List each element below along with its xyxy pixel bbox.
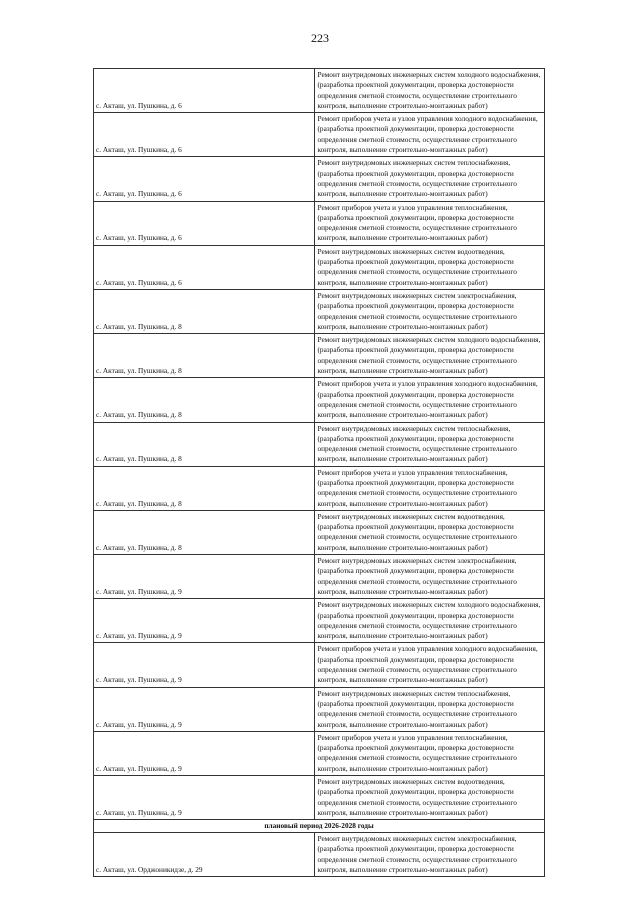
address-cell: с. Акташ, ул. Пушкина, д. 8: [94, 334, 315, 378]
section-heading: плановый период 2026-2028 годы: [94, 820, 545, 833]
work-description-cell: Ремонт приборов учета и узлов управления теплоснабжения, (разработка проектной документации, проверка достоверности определения сметной стоимости, осуществление строительного контроля, выполнение строительно-монтажных работ): [315, 466, 545, 510]
address-cell: с. Акташ, ул. Пушкина, д. 6: [94, 69, 315, 113]
table-row: [94, 510, 545, 554]
address-cell: с. Акташ, ул. Пушкина, д. 6: [94, 157, 315, 201]
address-cell: с. Акташ, ул. Пушкина, д. 8: [94, 510, 315, 554]
table-row: [94, 776, 545, 820]
address-cell: с. Акташ, ул. Пушкина, д. 8: [94, 422, 315, 466]
work-description-cell: Ремонт внутридомовых инженерных систем холодного водоснабжения, (разработка проектной документации, проверка достоверности определения сметной стоимости, осуществление строительного контроля, выполнение строительно-монтажных работ): [315, 334, 545, 378]
works-table: [93, 68, 545, 877]
table-row: [94, 201, 545, 245]
table-row: [94, 833, 545, 877]
address-cell: с. Акташ, ул. Пушкина, д. 8: [94, 289, 315, 333]
address-cell: с. Акташ, ул. Пушкина, д. 9: [94, 555, 315, 599]
address-cell: с. Акташ, ул. Пушкина, д. 6: [94, 201, 315, 245]
work-description-cell: Ремонт приборов учета и узлов управления теплоснабжения, (разработка проектной документации, проверка достоверности определения сметной стоимости, осуществление строительного контроля, выполнение строительно-монтажных работ): [315, 731, 545, 775]
table-row: [94, 555, 545, 599]
work-description-cell: Ремонт внутридомовых инженерных систем холодного водоснабжения, (разработка проектной документации, проверка достоверности определения сметной стоимости, осуществление строительного контроля, выполнение строительно-монтажных работ): [315, 599, 545, 643]
table-row: [94, 687, 545, 731]
work-description-cell: Ремонт внутридомовых инженерных систем электроснабжения, (разработка проектной документации, проверка достоверности определения сметной стоимости, осуществление строительного контроля, выполнение строительно-монтажных работ): [315, 289, 545, 333]
table-row: [94, 113, 545, 157]
table-row: [94, 599, 545, 643]
work-description-cell: Ремонт приборов учета и узлов управления холодного водоснабжения, (разработка проектной документации, проверка достоверности определения сметной стоимости, осуществление строительного контроля, выполнение строительно-монтажных работ): [315, 378, 545, 422]
work-description-cell: Ремонт внутридомовых инженерных систем теплоснабжения, (разработка проектной документации, проверка достоверности определения сметной стоимости, осуществление строительного контроля, выполнение строительно-монтажных работ): [315, 687, 545, 731]
table-row: [94, 466, 545, 510]
address-cell: с. Акташ, ул. Пушкина, д. 6: [94, 113, 315, 157]
address-cell: с. Акташ, ул. Пушкина, д. 6: [94, 245, 315, 289]
work-description-cell: Ремонт приборов учета и узлов управления холодного водоснабжения, (разработка проектной документации, проверка достоверности определения сметной стоимости, осуществление строительного контроля, выполнение строительно-монтажных работ): [315, 643, 545, 687]
table-row: [94, 245, 545, 289]
table-row: [94, 69, 545, 113]
work-description-cell: Ремонт внутридомовых инженерных систем электроснабжения, (разработка проектной документации, проверка достоверности определения сметной стоимости, осуществление строительного контроля, выполнение строительно-монтажных работ): [315, 555, 545, 599]
work-description-cell: Ремонт приборов учета и узлов управления холодного водоснабжения, (разработка проектной документации, проверка достоверности определения сметной стоимости, осуществление строительного контроля, выполнение строительно-монтажных работ): [315, 113, 545, 157]
work-description-cell: Ремонт внутридомовых инженерных систем водоотведения, (разработка проектной документации, проверка достоверности определения сметной стоимости, осуществление строительного контроля, выполнение строительно-монтажных работ): [315, 510, 545, 554]
page-number: 223: [311, 31, 329, 45]
table-row: [94, 731, 545, 775]
work-description-cell: Ремонт внутридомовых инженерных систем водоотведения, (разработка проектной документации, проверка достоверности определения сметной стоимости, осуществление строительного контроля, выполнение строительно-монтажных работ): [315, 245, 545, 289]
table-row: [94, 378, 545, 422]
work-description-cell: Ремонт внутридомовых инженерных систем холодного водоснабжения, (разработка проектной документации, проверка достоверности определения сметной стоимости, осуществление строительного контроля, выполнение строительно-монтажных работ): [315, 69, 545, 113]
work-description-cell: Ремонт приборов учета и узлов управления теплоснабжения, (разработка проектной документации, проверка достоверности определения сметной стоимости, осуществление строительного контроля, выполнение строительно-монтажных работ): [315, 201, 545, 245]
address-cell: с. Акташ, ул. Пушкина, д. 9: [94, 599, 315, 643]
table-row: [94, 334, 545, 378]
section-heading-row: [94, 820, 545, 833]
works-table-body: [94, 69, 545, 877]
work-description-cell: Ремонт внутридомовых инженерных систем теплоснабжения, (разработка проектной документации, проверка достоверности определения сметной стоимости, осуществление строительного контроля, выполнение строительно-монтажных работ): [315, 157, 545, 201]
address-cell: с. Акташ, ул. Пушкина, д. 9: [94, 643, 315, 687]
address-cell: с. Акташ, ул. Пушкина, д. 9: [94, 687, 315, 731]
table-row: [94, 643, 545, 687]
address-cell: с. Акташ, ул. Пушкина, д. 8: [94, 378, 315, 422]
address-cell: с. Акташ, ул. Орджоникидзе, д. 29: [94, 833, 315, 877]
address-cell: с. Акташ, ул. Пушкина, д. 9: [94, 731, 315, 775]
table-row: [94, 289, 545, 333]
work-description-cell: Ремонт внутридомовых инженерных систем электроснабжения, (разработка проектной документации, проверка достоверности определения сметной стоимости, осуществление строительного контроля, выполнение строительно-монтажных работ): [315, 833, 545, 877]
table-row: [94, 157, 545, 201]
table-row: [94, 422, 545, 466]
address-cell: с. Акташ, ул. Пушкина, д. 8: [94, 466, 315, 510]
address-cell: с. Акташ, ул. Пушкина, д. 9: [94, 776, 315, 820]
work-description-cell: Ремонт внутридомовых инженерных систем водоотведения, (разработка проектной документации, проверка достоверности определения сметной стоимости, осуществление строительного контроля, выполнение строительно-монтажных работ): [315, 776, 545, 820]
work-description-cell: Ремонт внутридомовых инженерных систем теплоснабжения, (разработка проектной документации, проверка достоверности определения сметной стоимости, осуществление строительного контроля, выполнение строительно-монтажных работ): [315, 422, 545, 466]
